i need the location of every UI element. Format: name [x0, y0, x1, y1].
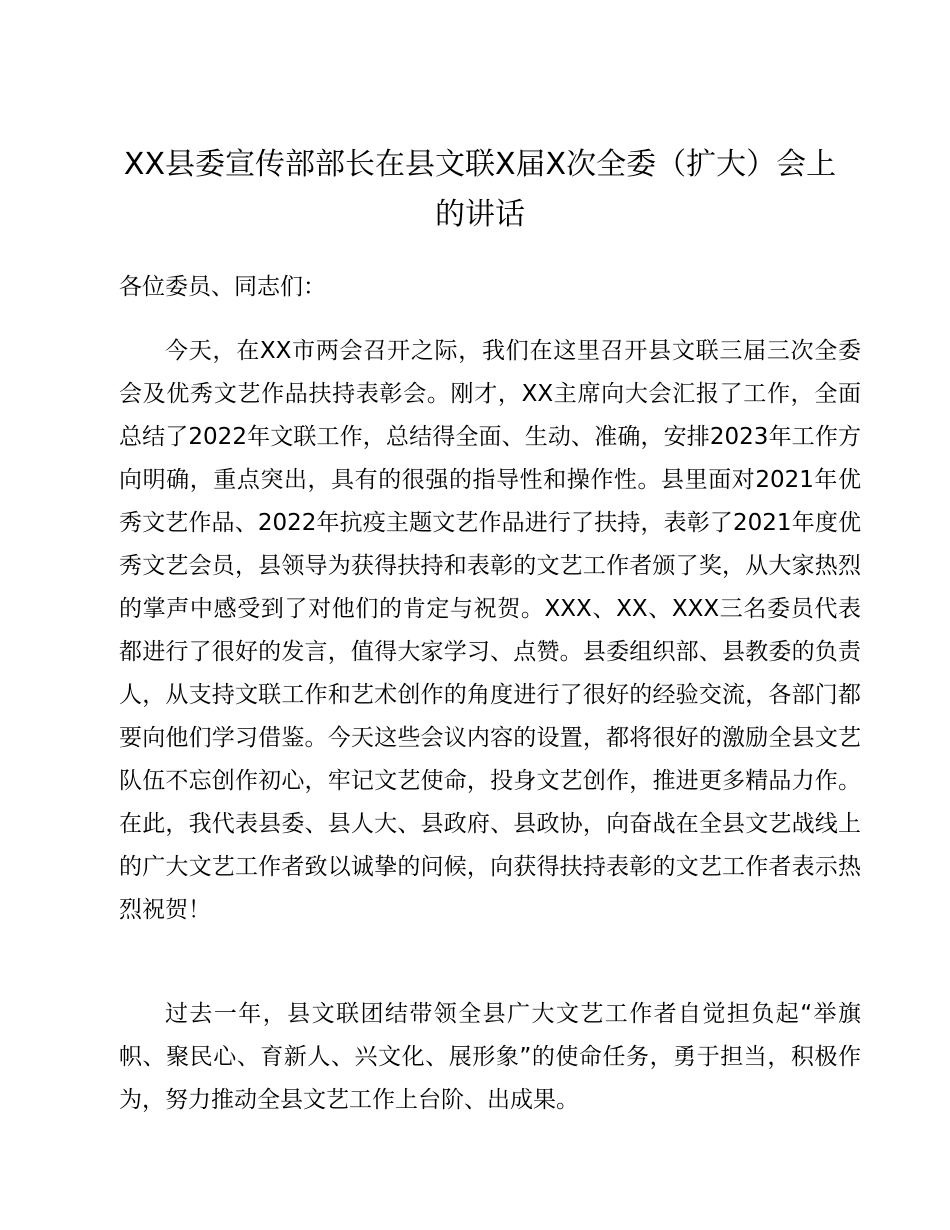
- salutation: 各位委员、同志们：: [119, 274, 326, 300]
- document-title: XX县委宣传部部长在县文联X届X次全委（扩大）会上的讲话: [123, 147, 837, 232]
- paragraph-2: 过去一年，县文联团结带领全县广大文艺工作者自觉担负起“举旗帜、聚民心、育新人、兴文化、展形象”的使命任务，勇于担当，积极作为，努力推动全县文艺工作上台阶、出成果。: [119, 1001, 861, 1113]
- paragraph-1: 今天，在XX市两会召开之际，我们在这里召开县文联三届三次全委会及优秀文艺作品扶持表彰会。刚才，XX主席向大会汇报了工作，全面总结了2022年文联工作，总结得全面、生动、准确，安排2023年工作方向明确，重点突出，具有的很强的指导性和操作性。县里面对2021年优秀文艺作品、2022年抗疫主题文艺作品进行了扶持，表彰了2021年度优秀文艺会员，县领导为获得扶持和表彰的文艺工作者颁了奖，从大家热烈的掌声中感受到了对他们的肯定与祝贺。XXX、XX、XXX三名委员代表都进行了很好的发言，值得大家学习、点赞。县委组织部、县教委的负责人，从支持文联工作和艺术创作的角度进行了很好的经验交流，各部门都要向他们学习借鉴。今天这些会议内容的设置，都将很好的激励全县文艺队伍不忘创作初心，牢记文艺使命，投身文艺创作，推进更多精品力作。在此，我代表县委、县人大、县政府、县政协，向奋战在全县文艺战线上的广大文艺工作者致以诚挚的问候，向获得扶持表彰的文艺工作者表示热烈祝贺！: [119, 338, 861, 923]
